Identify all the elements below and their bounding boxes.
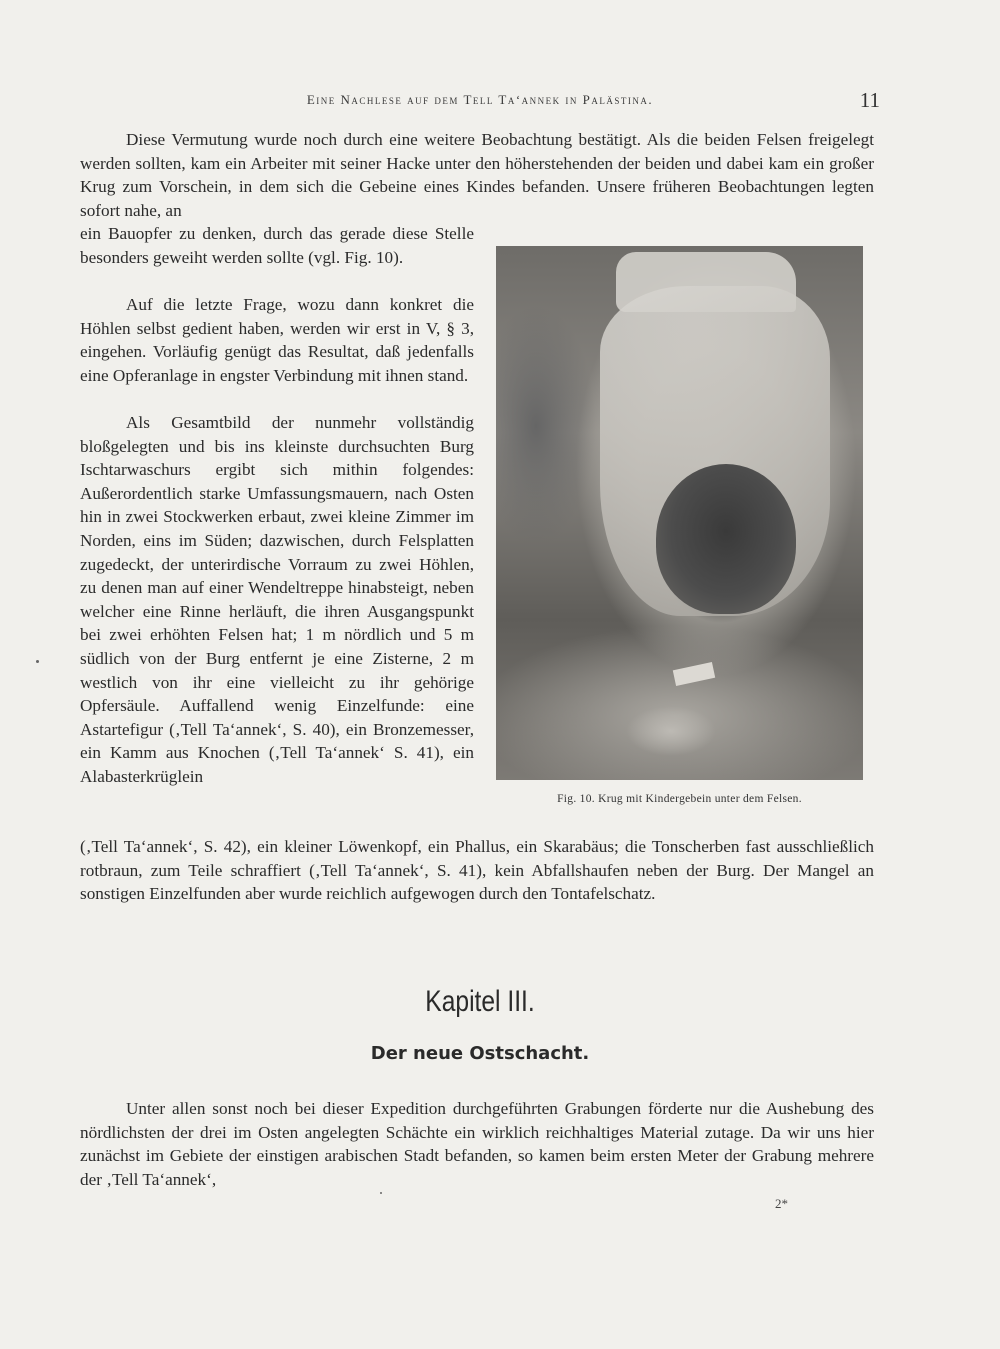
scan-speck xyxy=(36,660,39,663)
figure-10-photo xyxy=(496,246,863,780)
figure-stone-fragment xyxy=(673,662,715,686)
paragraph-3-narrow: Als Gesamtbild der nunmehr vollständig bloßgelegten und bis ins kleinste durchsuchten Burg Ischtarwaschurs ergibt sich mithin folgendes: Außerordentlich starke Umfassungsmauern, nach Osten hin in zwei Stockwerken erbaut, zwei kleine Zimmer im Norden, eins im Süden; dazwischen, durch Felsplatten zugedeckt, der unterirdische Vorraum zu zwei Höhlen, zu denen man auf einer Wendeltreppe hinabsteigt, neben welcher eine Rinne herläuft, die ihren Ausgangspunkt bei zwei erhöhten Felsen hat; 1 m nördlich und 5 m südlich von der Burg entfernt je eine Zisterne, 2 m westlich von ihr eine vielleicht zu ihr gehörige Opfersäule. Auffallend wenig Einzelfunde: eine Astartefigur (‚Tell Ta‘annek‘, S. 40), ein Bronzemesser, ein Kamm aus Knochen (‚Tell Ta‘annek‘ S. 41), ein Alabasterkrüglein xyxy=(80,413,474,786)
page-number: 11 xyxy=(859,88,880,112)
figure-jar-cavity xyxy=(656,464,796,614)
paragraph-1-full: Diese Vermutung wurde noch durch eine weitere Beobachtung bestätigt. Als die beiden Felsen freigelegt werden sollten, kam ein Arbeiter mit seiner Hacke unter den höherstehenden der beiden und dabei kam ein großer Krug zum Vorschein, in dem sich die Gebeine eines Kindes befanden. Unsere früheren Beobachtungen legten sofort nahe, an xyxy=(80,130,874,220)
running-head: Eine Nachlese auf dem Tell Ta‘annek in Palästina. xyxy=(306,92,654,107)
paragraph-4: Unter allen sonst noch bei dieser Expedition durchgeführten Grabungen förderte nur die Aushebung des nördlichsten der drei im Osten angelegten Schächte ein wirklich reichhaltiges Material zutage. Da wir uns hier zunächst im Gebiete der einstigen arabischen Stadt befanden, so kamen beim ersten Meter der Grabung mehrere der ‚Tell Ta‘annek‘, xyxy=(80,1099,874,1189)
paragraph-2: Auf die letzte Frage, wozu dann konkret die Höhlen selbst gedient haben, werden wir erst in V, § 3, eingehen. Vorläufig genügt das Resultat, daß jedenfalls eine Opferanlage in engster Verbindung mit ihnen stand. xyxy=(80,295,474,385)
section-heading: Der neue Ostschacht. xyxy=(370,1043,590,1064)
figure-caption: Fig. 10. Krug mit Kindergebein unter dem Felsen. xyxy=(557,793,802,805)
chapter-heading: Kapitel III. xyxy=(425,985,535,1018)
paragraph-1-narrow: ein Bauopfer zu denken, durch das gerade diese Stelle besonders geweiht werden sollte (vgl. Fig. 10). xyxy=(80,224,474,267)
figure-pebbles xyxy=(626,706,716,756)
scan-speck xyxy=(380,1192,382,1194)
signature-mark: 2* xyxy=(775,1196,788,1211)
paragraph-3-full: (‚Tell Ta‘annek‘, S. 42), ein kleiner Löwenkopf, ein Phallus, ein Skarabäus; die Tonscherben fast ausschließlich rotbraun, zum Teile schraffiert (‚Tell Ta‘annek‘, S. 41), kein Abfallshaufen neben der Burg. Der Mangel an sonstigen Einzelfunden aber wurde reichlich aufgewogen durch den Tontafelschatz. xyxy=(80,837,874,904)
